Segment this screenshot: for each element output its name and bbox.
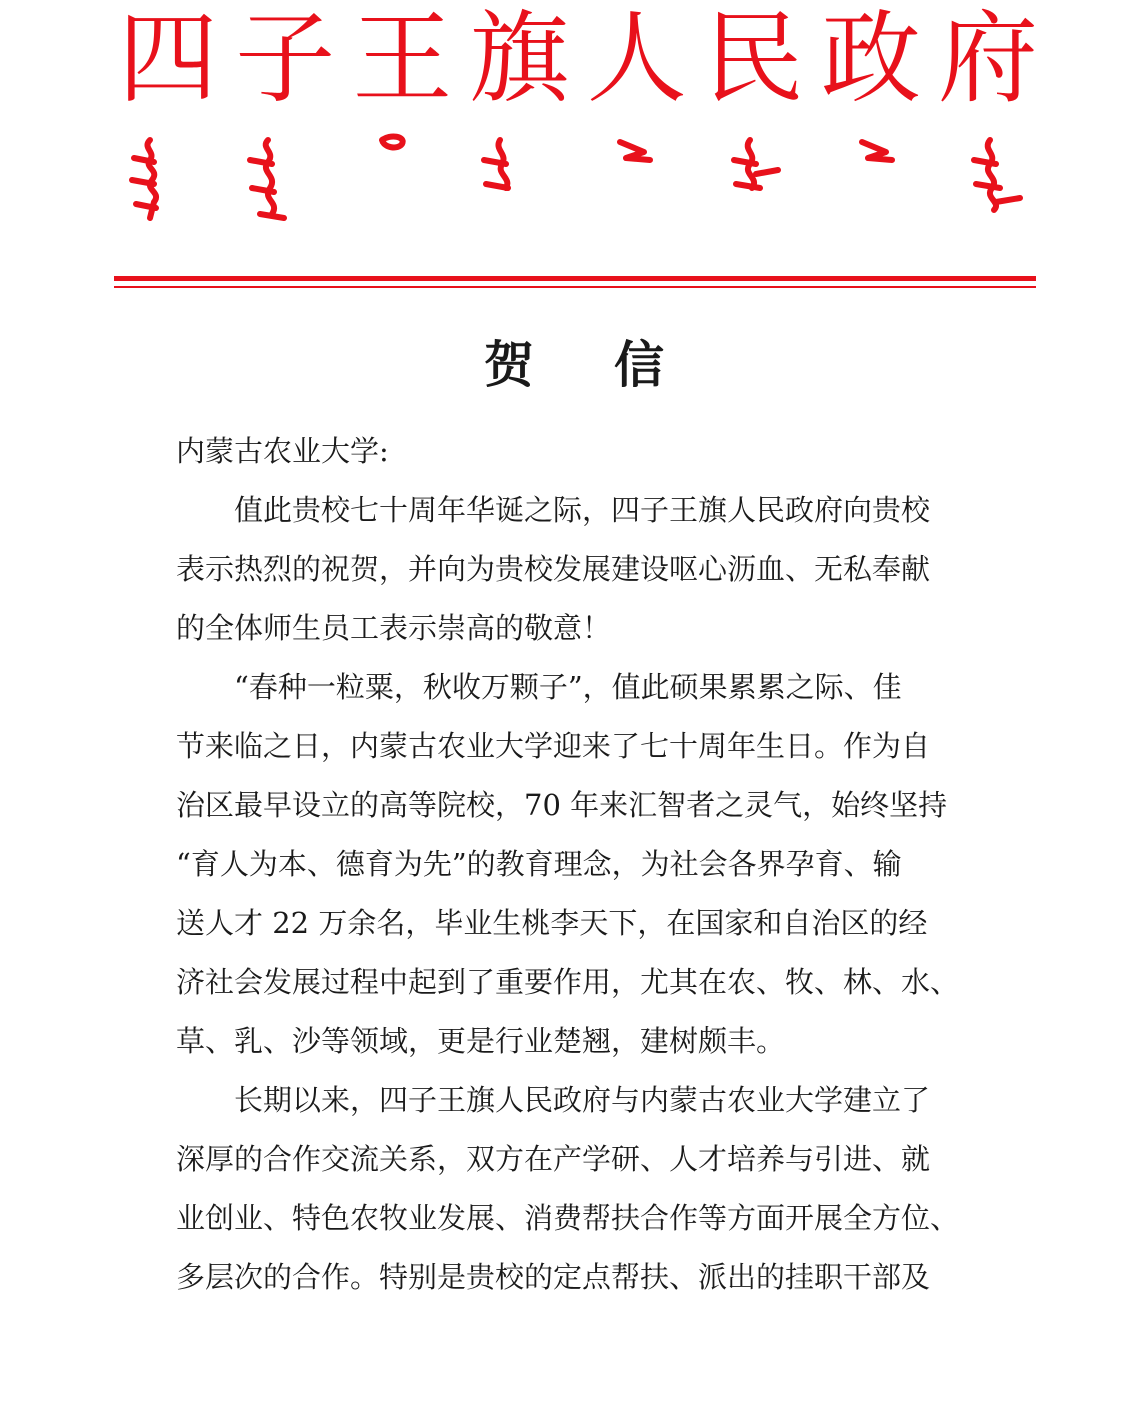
body-line: 的全体师生员工表示崇高的敬意！ <box>176 611 612 645</box>
body-line: “育人为本、德育为先”的教育理念，为社会各界孕育、输 <box>176 847 902 881</box>
body-line: 草、乳、沙等领域，更是行业楚翘，建树颇丰。 <box>176 1024 786 1058</box>
body-line: 业创业、特色农牧业发展、消费帮扶合作等方面开展全方位、 <box>176 1201 960 1235</box>
org-char: 府 <box>937 0 1038 117</box>
org-char: 旗 <box>469 0 570 117</box>
body-line: 长期以来，四子王旗人民政府与内蒙古农业大学建立了 <box>234 1083 931 1117</box>
body-line: 多层次的合作。特别是贵校的定点帮扶、派出的挂职干部及 <box>176 1260 931 1294</box>
body-line: 治区最早设立的高等院校，70 年来汇智者之灵气，始终坚持 <box>176 788 948 822</box>
body-line: 深厚的合作交流关系，双方在产学研、人才培养与引进、就 <box>176 1142 931 1176</box>
letterhead-org-name <box>118 0 1038 117</box>
body-line: 节来临之日，内蒙古农业大学迎来了七十周年生日。作为自 <box>176 729 931 763</box>
org-char: 人 <box>586 0 687 117</box>
org-char: 四 <box>118 0 218 117</box>
letter-body <box>176 422 1006 1307</box>
body-line: “春种一粒粟，秋收万颗子”，值此硕果累累之际、佳 <box>234 670 902 704</box>
body-line: 送人才 22 万余名，毕业生桃李天下，在国家和自治区的经 <box>176 906 928 940</box>
body-line: 值此贵校七十周年华诞之际，四子王旗人民政府向贵校 <box>234 493 931 527</box>
letterhead-mongolian-script <box>110 118 1040 228</box>
letterhead-rule-thin <box>114 286 1036 288</box>
letter-title: 贺信 <box>484 335 744 394</box>
letterhead-rule-thick <box>114 276 1036 281</box>
org-char: 子 <box>235 0 336 117</box>
org-char: 民 <box>703 0 804 117</box>
org-char: 政 <box>820 0 921 117</box>
salutation: 内蒙古农业大学: <box>176 434 389 468</box>
body-line: 济社会发展过程中起到了重要作用，尤其在农、牧、林、水、 <box>176 965 960 999</box>
body-line: 表示热烈的祝贺，并向为贵校发展建设呕心沥血、无私奉献 <box>176 552 931 586</box>
org-char: 王 <box>352 0 453 117</box>
